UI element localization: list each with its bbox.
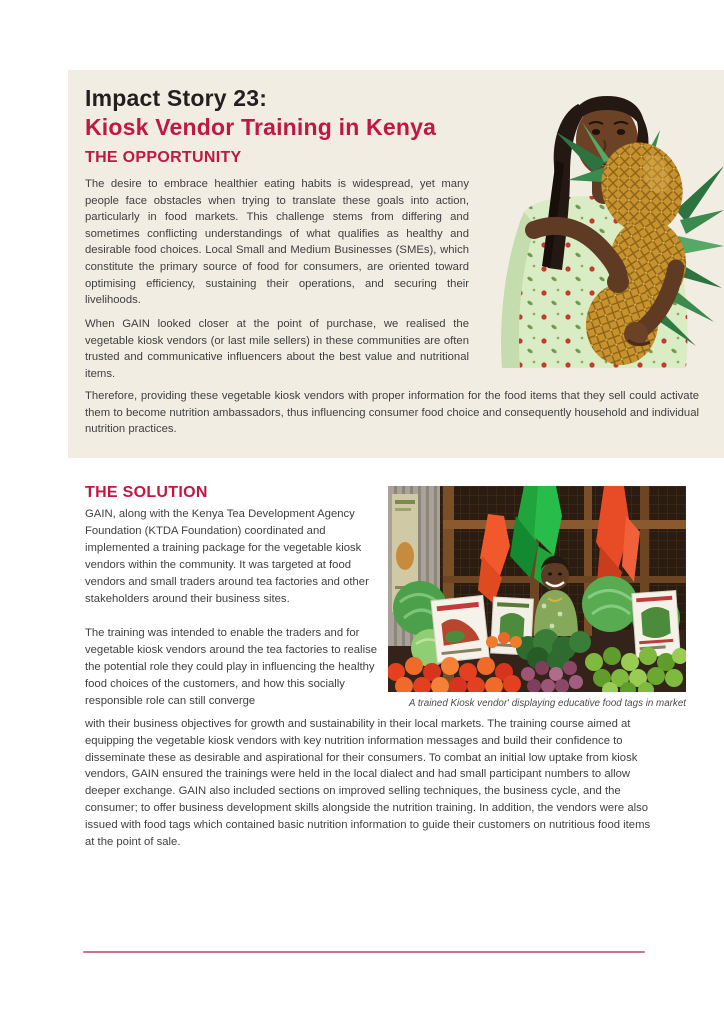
opportunity-paragraph-1: The desire to embrace healthier eating habits is widespread, yet many people face obstacles when trying to translate these goals into action, particularly in food markets. This challenge stems from differing and sometimes conflicting understandings of what qualifies as healthy and desirable food choices. Local Small and Medium Businesses (SMEs), which constitute the primary source of food for consumers, are oriented toward optimising efficiency, sustaining their operations, and securing their livelihoods. — [85, 178, 469, 307]
market-stall-photo — [388, 486, 686, 692]
footer-divider-line — [83, 951, 645, 953]
solution-text-column — [85, 506, 377, 727]
opportunity-paragraph-3: Therefore, providing these vegetable kiosk vendors with proper information for the food items that they sell could activate them to become nutrition ambassadors, thus influencing consumer food choice and consequently household and individual nutrition practices. — [85, 390, 699, 436]
solution-heading: THE SOLUTION — [85, 484, 208, 501]
page-title-line2: Kiosk Vendor Training in Kenya — [85, 114, 437, 140]
woman-pineapples-illustration — [490, 70, 724, 370]
solution-paragraph-3: with their business objectives for growth and sustainability in their local markets. The training course aimed at equipping the vegetable kiosk vendors with key nutrition information messages and build their confidence to disseminate these as desirable and aspirational for their consumers. To combat an initial low uptake from kiosk vendors, GAIN ensured the trainings were held in the local dialect and had small participant numbers to allow deeper exchange. GAIN also included sections on improved selling techniques, the business cycle, and the consumer; to offer business development skills alongside the nutrition training. In addition, the vendors were also issued with food tags which contained basic nutrition information to guide their customers on nutritious food items at the point of sale. — [85, 718, 651, 848]
solution-paragraph-1: GAIN, along with the Kenya Tea Development Agency Foundation (KTDA Foundation) coordinated and implemented a training package for the vegetable kiosk vendors within the community. It was targeted at food vendors and small traders around tea factories and other stakeholders around their business sites. — [85, 508, 369, 605]
photo-caption: A trained Kiosk vendor' displaying educative food tags in market — [408, 698, 686, 709]
opportunity-paragraph-2: When GAIN looked closer at the point of purchase, we realised the vegetable kiosk vendors (or last mile sellers) in these communities are often trusted and communicative influencers about the best value and nutritional items. — [85, 318, 469, 380]
opportunity-heading: THE OPPORTUNITY — [85, 149, 242, 166]
solution-paragraph-2: The training was intended to enable the traders and for vegetable kiosk vendors around the tea factories to realise the potential role they could play in influencing the healthy food choices of the customers, and how this socially responsible role can still converge — [85, 627, 378, 707]
page-title-line1: Impact Story 23: — [85, 85, 268, 111]
woman-pineapples-photo — [490, 70, 724, 370]
market-stall-illustration — [388, 486, 686, 692]
